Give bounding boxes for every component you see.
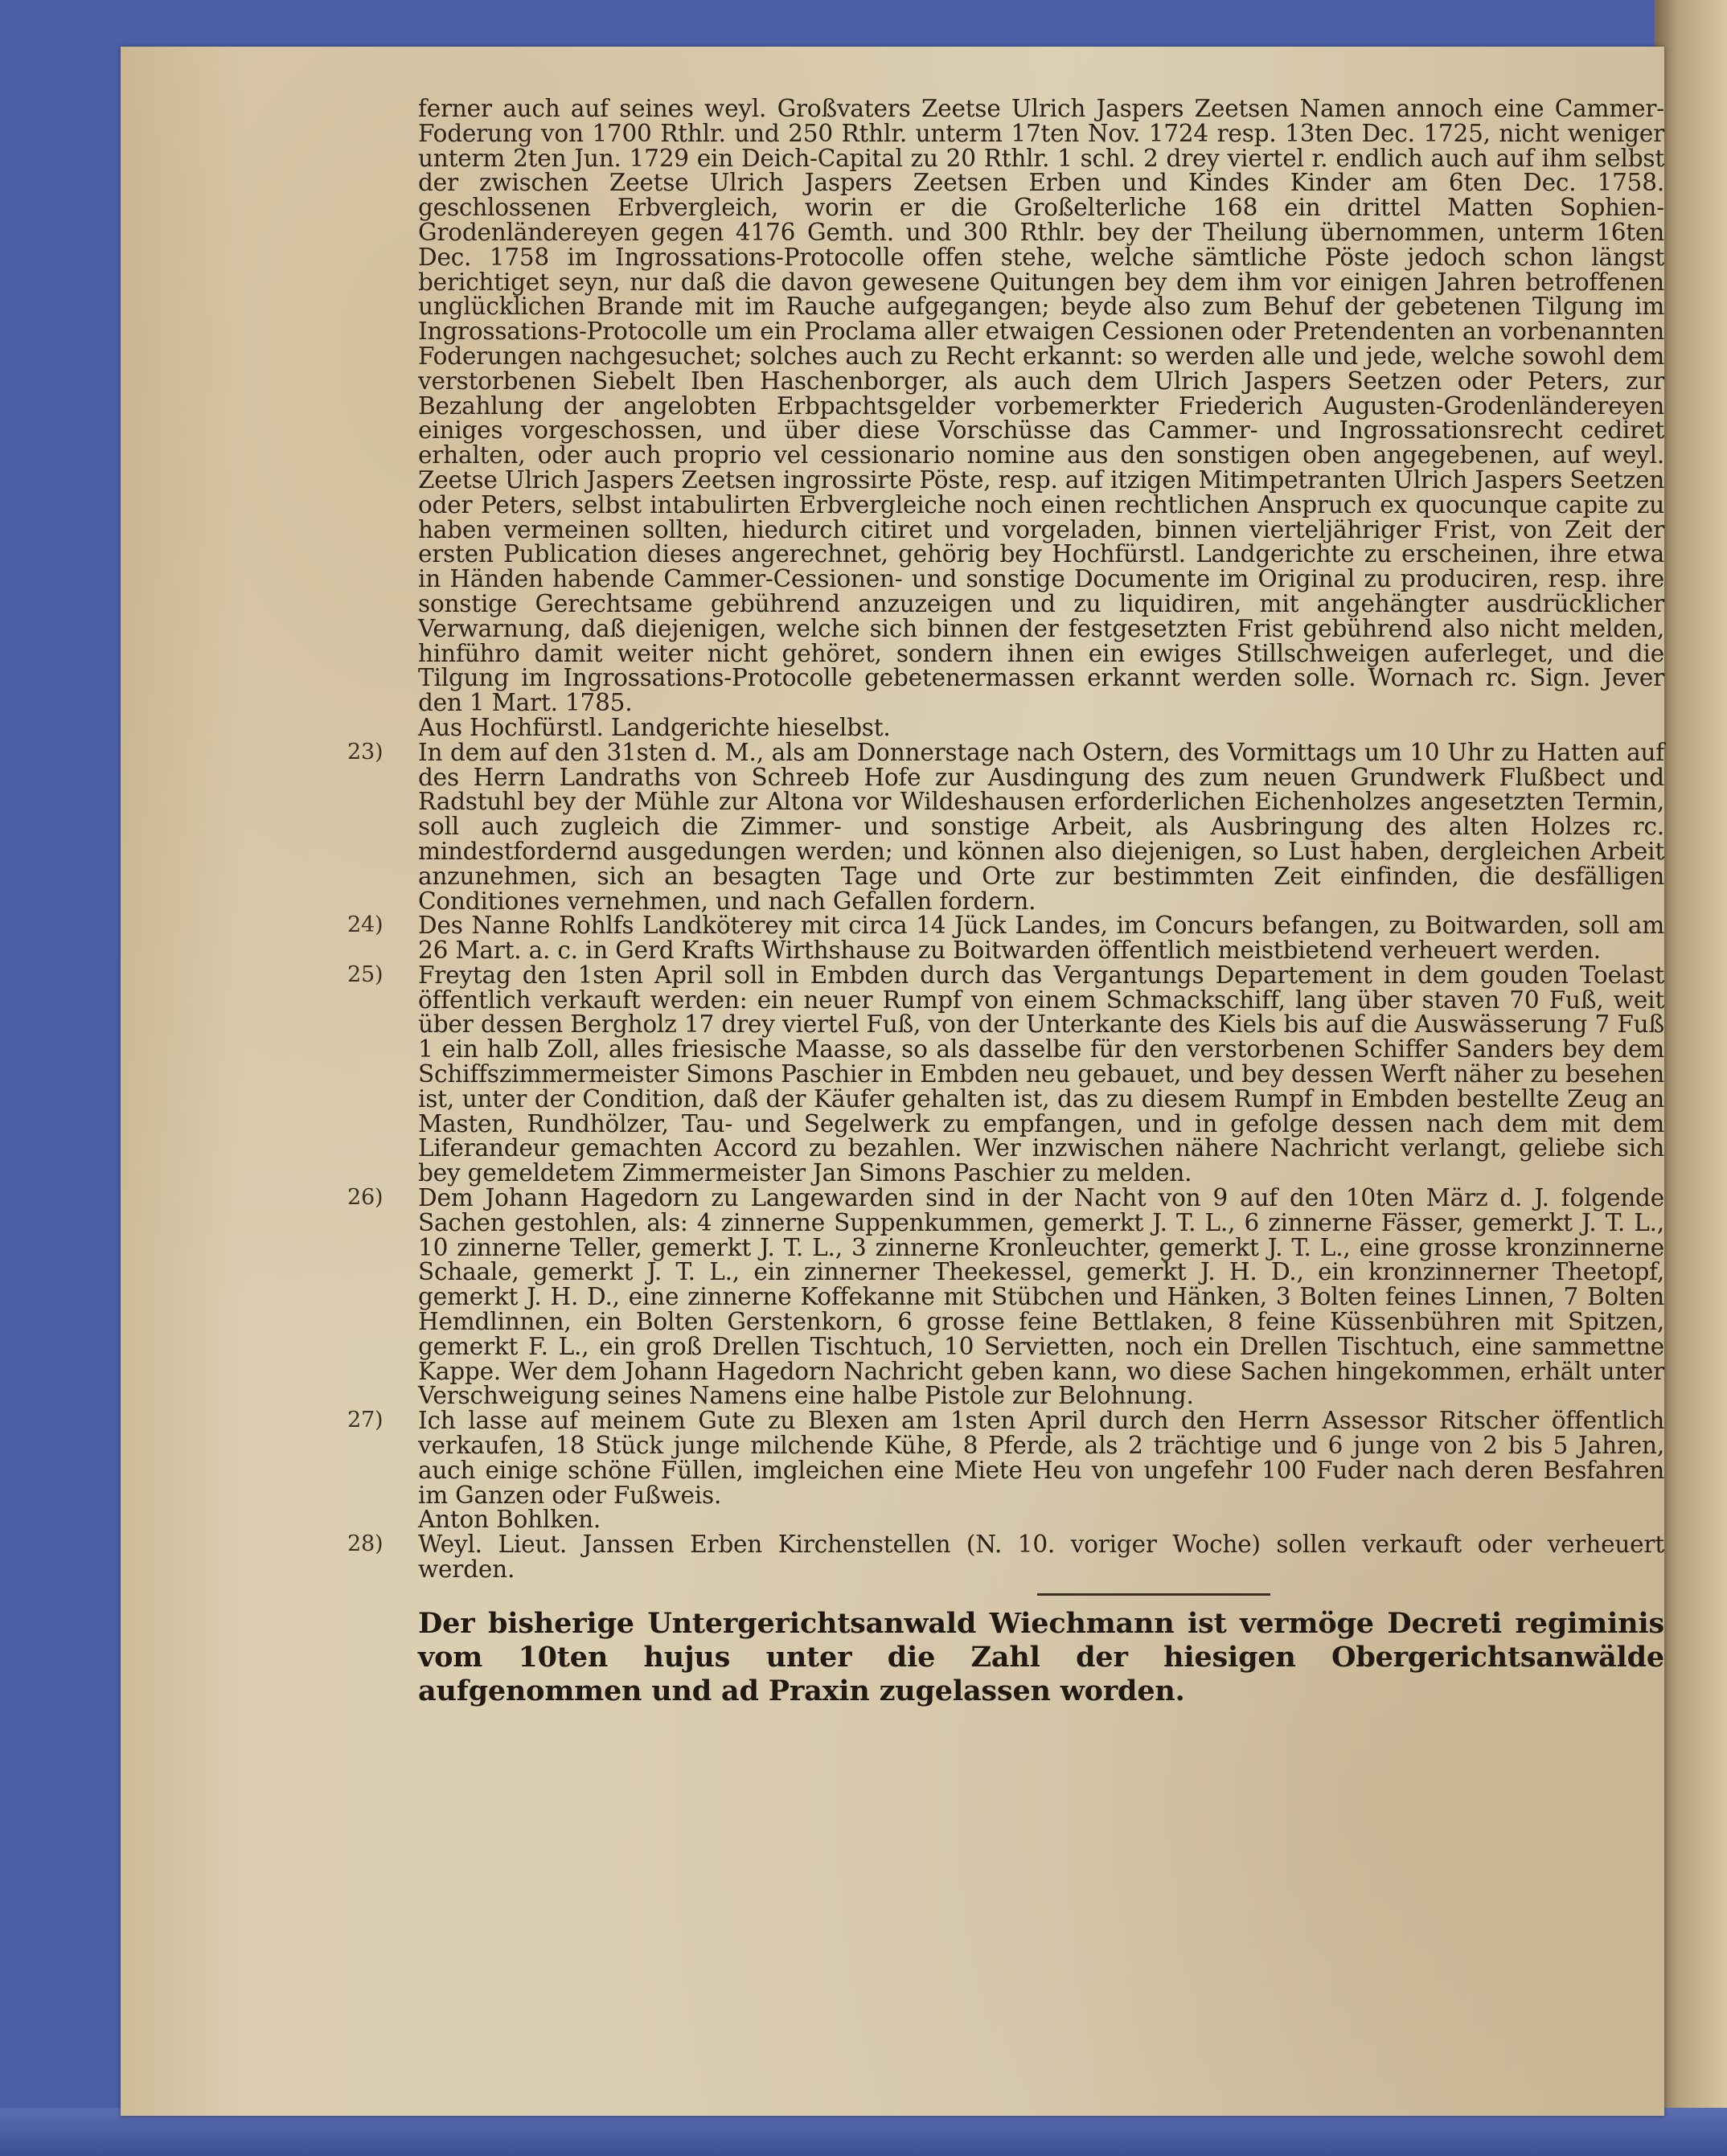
entry-text: Freytag den 1sten April soll in Embden durch das Vergantungs Departement in dem gouden Toelast öffentlich verkauft werden: ein neuer Rumpf von einem Schmackschiff, lang über staven 70 Fuß, weit über dessen Bergholz 17 drey viertel Fuß, von der Unterkante des Kiels bis auf die Auswässerung 7 Fuß 1 ein halb Zoll, alles friesische Maasse, so als dasselbe für den verstorbenen Schiffer Sanders bey dem Schiffszimmermeister Simons Paschier in Embden neu gebauet, und bey dessen Werft näher zu besehen ist, unter der Condition, daß der Käufer gehalten ist, das zu diesem Rumpf in Embden bestellte Zeug an Masten, Rundhölzer, Tau- und Segelwerk zu empfangen, und in gefolge dessen nach dem mit dem Liferandeur gemachten Accord zu bezahlen. Wer inzwischen nähere Nachricht verlangt, geliebe sich bey gemeldetem Zimmermeister Jan Simons Paschier zu melden.	[418, 961, 1664, 1187]
entry-number: 26)	[347, 1185, 384, 1211]
entry-signature: Anton Bohlken.	[418, 1506, 601, 1534]
entry-23	[347, 738, 1664, 915]
divider-rule	[1037, 1593, 1270, 1596]
entry-text: Des Nanne Rohlfs Landköterey mit circa 14 Jück Landes, im Concurs befangen, zu Boitwarden, soll am 26 Mart. a. c. in Gerd Krafts Wirthshause zu Boitwarden öffentlich meistbietend verheuert werden.	[418, 912, 1664, 965]
book-edge-right	[1655, 0, 1727, 2156]
entry-26	[347, 1184, 1664, 1410]
entry-number: 23)	[347, 739, 384, 764]
entry-text: Ich lasse auf meinem Gute zu Blexen am 1sten April durch den Herrn Assessor Ritscher öffentlich verkaufen, 18 Stück junge milchende Kühe, 8 Pferde, als 2 trächtige und 6 junge von 2 bis 5 Jahren, auch einige schöne Füllen, imgleichen eine Miete Heu von ungefehr 100 Fuder nach deren Besfahren im Ganzen oder Fußweis.	[418, 1407, 1664, 1509]
page-content	[347, 95, 1664, 1708]
opening-entry	[418, 96, 1664, 740]
entry-number: 27)	[347, 1408, 384, 1433]
entry-text: In dem auf den 31sten d. M., als am Donnerstage nach Ostern, des Vormittags um 10 Uhr zu Hatten auf des Herrn Landraths von Schreeb Hofe zur Ausdingung des zum neuen Grundwerk Flußbect und Radstuhl bey der Mühle zur Altona vor Wildeshausen erforderlichen Eichenholzes angesetzten Termin, soll auch zugleich die Zimmer- und sonstige Arbeit, als Ausbringung des alten Holzes rc. mindestfordernd ausgedungen werden; und können also diejenigen, so Lust haben, dergleichen Arbeit anzunehmen, sich an besagten Tage und Orte zur bestimmten Zeit einfinden, die desfälligen Conditiones vernehmen, und nach Gefallen fordern.	[418, 738, 1664, 915]
entry-number: 25)	[347, 961, 384, 987]
entry-28	[347, 1531, 1664, 1584]
document-page	[121, 47, 1664, 2116]
entry-text: Weyl. Lieut. Janssen Erben Kirchenstellen (N. 10. voriger Woche) sollen verkauft oder verheuert werden.	[418, 1531, 1664, 1584]
entry-27	[347, 1407, 1664, 1534]
entry-24	[347, 912, 1664, 965]
entry-number: 28)	[347, 1531, 384, 1557]
opening-text: ferner auch auf seines weyl. Großvaters Zeetse Ulrich Jaspers Zeetsen Namen annoch eine Cammer-Foderung von 1700 Rthlr. und 250 Rthlr. unterm 17ten Nov. 1724 resp. 13ten Dec. 1725, nicht weniger unterm 2ten Jun. 1729 ein Deich-Capital zu 20 Rthlr. 1 schl. 2 drey viertel r. endlich auch auf ihm selbst der zwischen Zeetse Ulrich Jaspers Zeetsen Erben und Kindes Kinder am 6ten Dec. 1758. geschlossenen Erbvergleich, worin er die Großelterliche 168 ein drittel Matten Sophien-Grodenländereyen gegen 4176 Gemth. und 300 Rthlr. bey der Theilung übernommen, unterm 16ten Dec. 1758 im Ingrossations-Protocolle offen stehe, welche sämtliche Pöste jedoch schon längst berichtiget seyn, nur daß die davon gewesene Quitungen bey dem ihm vor einigen Jahren betroffenen unglücklichen Brande mit im Rauche aufgegangen; beyde also zum Behuf der gebetenen Tilgung im Ingrossations-Protocolle um ein Proclama aller etwaigen Cessionen oder Pretendenten an vorbenannten Foderungen nachgesuchet; solches auch zu Recht erkannt: so werden alle und jede, welche sowohl dem verstorbenen Siebelt Iben Haschenborger, als auch dem Ulrich Jaspers Seetzen oder Peters, zur Bezahlung der angelobten Erbpachtsgelder vorbemerkter Friederich Augusten-Grodenländereyen einiges vorgeschossen, und über diese Vorschüsse das Cammer- und Ingrossationsrecht cediret erhalten, oder auch proprio vel cessionario nomine aus den sonstigen oben angegebenen, auf weyl. Zeetse Ulrich Jaspers Zeetsen ingrossirte Pöste, resp. auf itzigen Mitimpetranten Ulrich Jaspers Seetzen oder Peters, selbst intabulirten Erbvergleiche noch einen rechtlichen Anspruch ex quocunque capite zu haben vermeinen sollten, hiedurch citiret und vorgeladen, binnen vierteljähriger Frist, von Zeit der ersten Publication dieses angerechnet, gehörig bey Hochfürstl. Landgerichte zu erscheinen, ihre etwa in Händen habende Cammer-Cessionen- und sonstige Documente im Original zu produciren, resp. ihre sonstige Gerechtsame gebührend anzuzeigen und zu liquidiren, mit angehängter ausdrücklicher Verwarnung, daß diejenigen, welche sich binnen der festgesetzten Frist gebührend also nicht melden, hinführo damit weiter nicht gehöret, sondern ihnen ein ewiges Stillschweigen auferleget, und die Tilgung im Ingrossations-Protocolle gebetenermassen erkannt werden solle. Wornach rc. Sign. Jever den 1 Mart. 1785.	[418, 95, 1664, 717]
opening-signature: Aus Hochfürstl. Landgerichte hieselbst.	[418, 713, 891, 741]
entry-25	[347, 961, 1664, 1187]
closing-notice: Der bisherige Untergerichtsanwald Wiechmann ist vermöge Decreti regiminis vom 10ten hujus unter die Zahl der hiesigen Obergerichtsanwälde aufgenommen und ad Praxin zugelassen worden.	[418, 1606, 1664, 1707]
entry-number: 24)	[347, 912, 384, 938]
entry-text: Dem Johann Hagedorn zu Langewarden sind in der Nacht von 9 auf den 10ten März d. J. folgende Sachen gestohlen, als: 4 zinnerne Suppenkummen, gemerkt J. T. L., 6 zinnerne Fässer, gemerkt J. T. L., 10 zinnerne Teller, gemerkt J. T. L., 3 zinnerne Kronleuchter, gemerkt J. T. L., eine grosse kronzinnerne Schaale, gemerkt J. T. L., ein zinnerner Theekessel, gemerkt J. H. D., ein kronzinnerner Theetopf, gemerkt J. H. D., eine zinnerne Koffekanne mit Stübchen und Hänken, 3 Bolten feines Linnen, 7 Bolten Hemdlinnen, ein Bolten Gerstenkorn, 6 grosse feine Bettlaken, 8 feine Küssenbühren mit Spitzen, gemerkt F. L., ein groß Drellen Tischtuch, 10 Servietten, noch ein Drellen Tischtuch, eine sammettne Kappe. Wer dem Johann Hagedorn Nachricht geben kann, wo diese Sachen hingekommen, erhält unter Verschweigung seines Namens eine halbe Pistole zur Belohnung.	[418, 1184, 1664, 1410]
